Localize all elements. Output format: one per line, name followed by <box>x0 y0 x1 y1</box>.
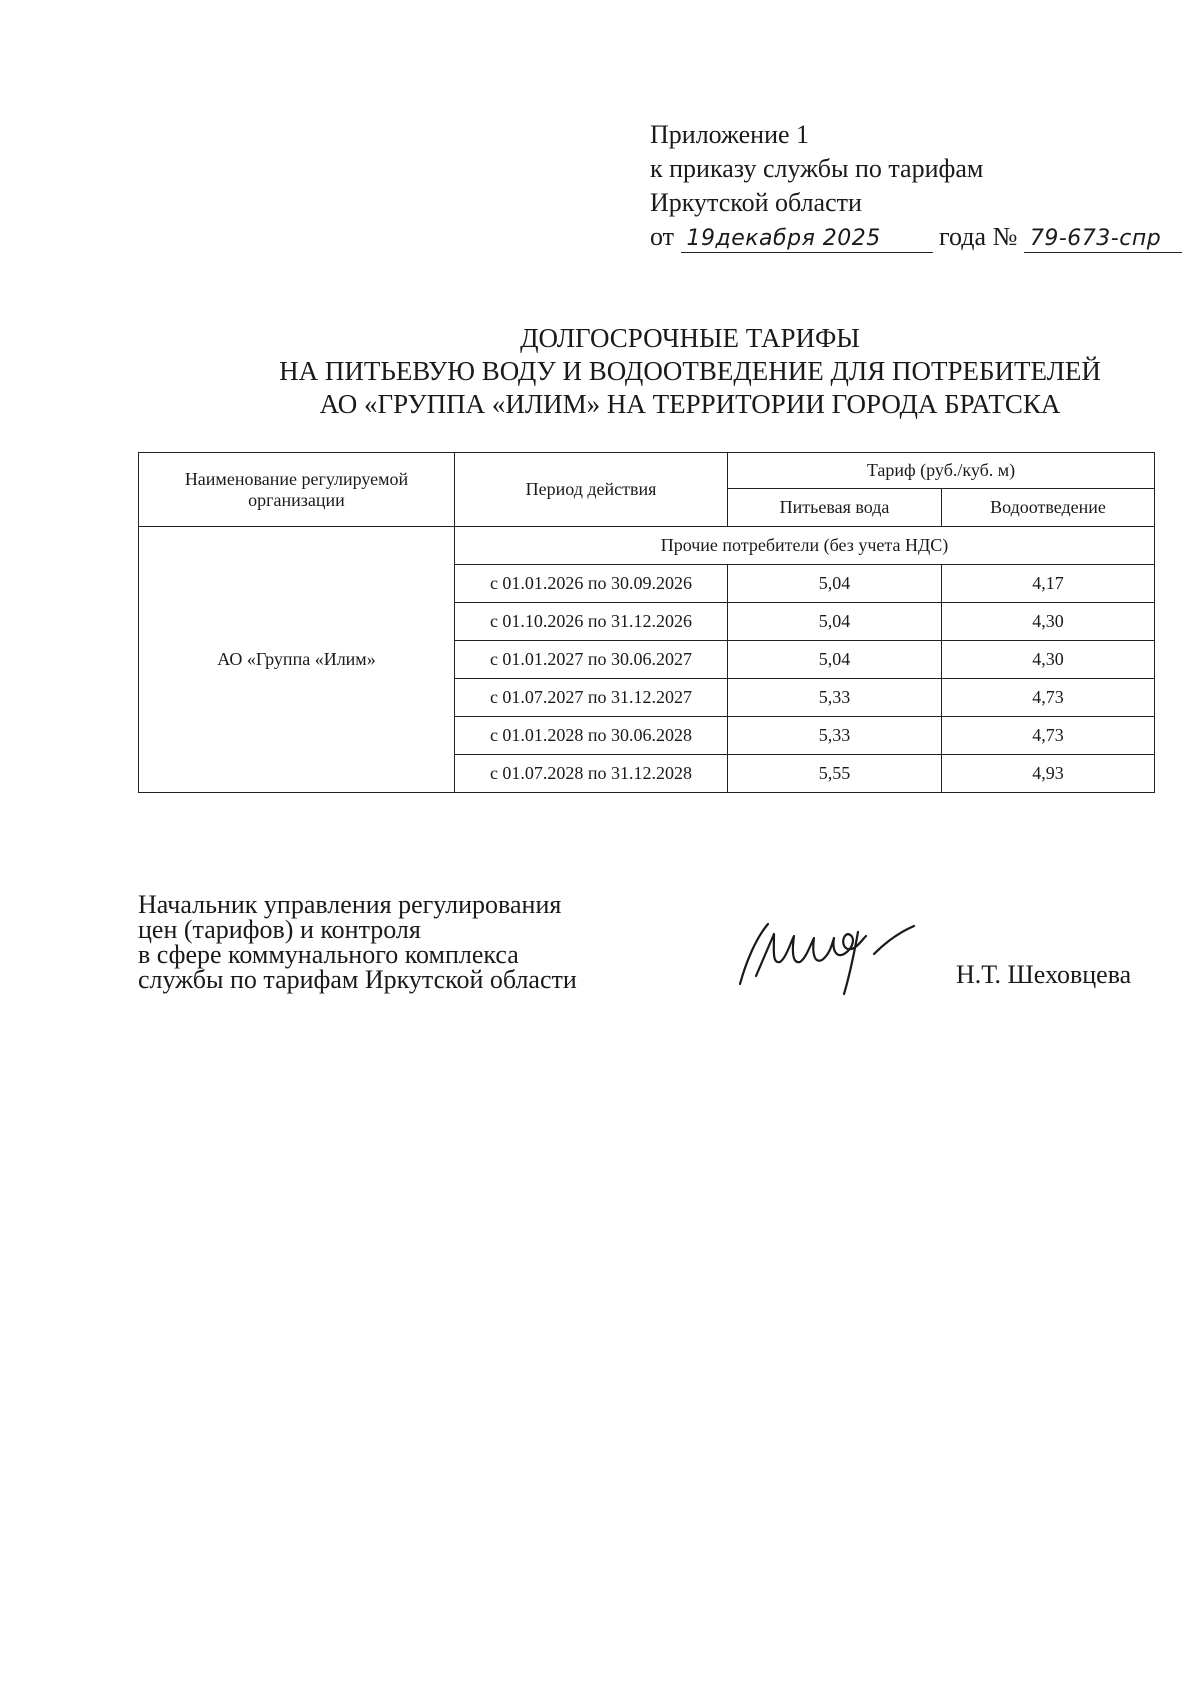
sewage-tariff-cell: 4,73 <box>942 679 1155 717</box>
period-cell: с 01.07.2027 по 31.12.2027 <box>455 679 728 717</box>
header-sewage: Водоотведение <box>942 489 1155 527</box>
handwritten-signature <box>722 918 932 1003</box>
document-title <box>0 322 1200 421</box>
table-header-row <box>139 453 1155 489</box>
header-period: Период действия <box>455 453 728 527</box>
title-line-2: НА ПИТЬЕВУЮ ВОДУ И ВОДООТВЕДЕНИЕ ДЛЯ ПОТРЕБИТЕЛЕЙ <box>279 356 1101 386</box>
tariff-table <box>138 452 1155 793</box>
signer-position-line-3: в сфере коммунального комплекса <box>138 940 519 969</box>
signer-position-line-2: цен (тарифов) и контроля <box>138 915 421 944</box>
period-cell: с 01.01.2027 по 30.06.2027 <box>455 641 728 679</box>
sewage-tariff-cell: 4,73 <box>942 717 1155 755</box>
appendix-header <box>650 118 1182 254</box>
sewage-tariff-cell: 4,30 <box>942 641 1155 679</box>
signer-position-line-4: службы по тарифам Иркутской области <box>138 965 577 994</box>
appendix-line-3: Иркутской области <box>650 188 862 217</box>
organization-name: АО «Группа «Илим» <box>139 527 455 793</box>
signer-name: Н.Т. Шеховцева <box>956 960 1132 989</box>
water-tariff-cell: 5,33 <box>728 679 942 717</box>
sewage-tariff-cell: 4,30 <box>942 603 1155 641</box>
signer-position <box>138 892 577 992</box>
year-label: года № <box>939 222 1018 251</box>
appendix-date-line <box>650 220 1182 254</box>
water-tariff-cell: 5,04 <box>728 565 942 603</box>
water-tariff-cell: 5,04 <box>728 603 942 641</box>
order-date-handwritten: 19декабря 2025 <box>681 226 933 253</box>
period-cell: с 01.01.2026 по 30.09.2026 <box>455 565 728 603</box>
header-water: Питьевая вода <box>728 489 942 527</box>
appendix-line-1: Приложение 1 <box>650 120 810 149</box>
period-cell: с 01.01.2028 по 30.06.2028 <box>455 717 728 755</box>
period-cell: с 01.10.2026 по 31.12.2026 <box>455 603 728 641</box>
date-prefix: от <box>650 222 675 251</box>
signer-position-line-1: Начальник управления регулирования <box>138 890 562 919</box>
signature-graphic <box>722 918 932 998</box>
consumer-group-row <box>139 527 1155 565</box>
title-line-1: ДОЛГОСРОЧНЫЕ ТАРИФЫ <box>520 323 860 353</box>
period-cell: с 01.07.2028 по 31.12.2028 <box>455 755 728 793</box>
consumer-group: Прочие потребители (без учета НДС) <box>455 527 1155 565</box>
water-tariff-cell: 5,55 <box>728 755 942 793</box>
water-tariff-cell: 5,04 <box>728 641 942 679</box>
sewage-tariff-cell: 4,17 <box>942 565 1155 603</box>
order-number-handwritten: 79-673-спр <box>1024 226 1182 253</box>
header-tariff-group: Тариф (руб./куб. м) <box>728 453 1155 489</box>
title-line-3: АО «ГРУППА «ИЛИМ» НА ТЕРРИТОРИИ ГОРОДА БРАТСКА <box>319 389 1061 419</box>
water-tariff-cell: 5,33 <box>728 717 942 755</box>
sewage-tariff-cell: 4,93 <box>942 755 1155 793</box>
header-organization: Наименование регулируемой организации <box>139 453 455 527</box>
appendix-line-2: к приказу службы по тарифам <box>650 154 984 183</box>
